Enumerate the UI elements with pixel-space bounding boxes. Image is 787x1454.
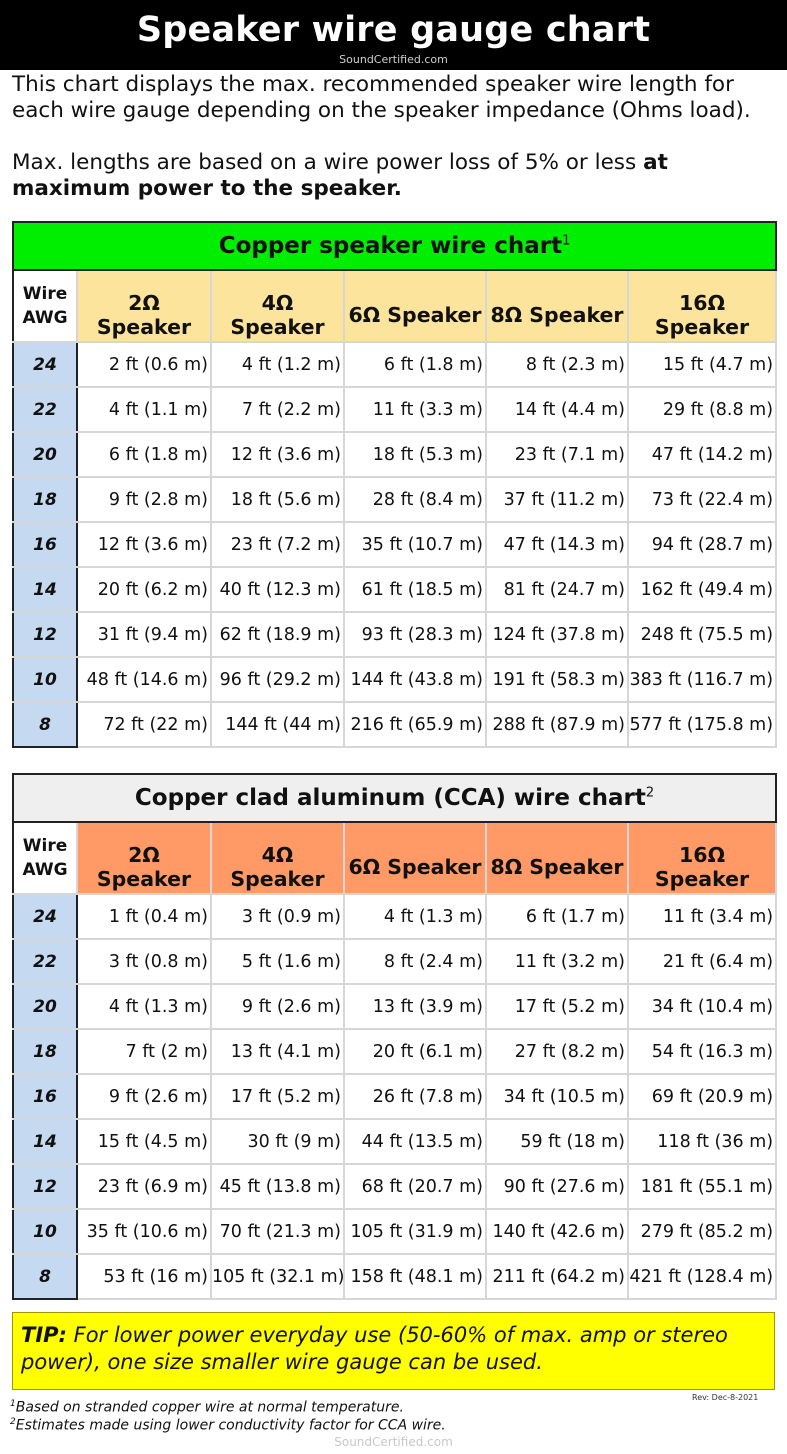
table-row — [13, 567, 776, 612]
table-cell: 105 ft (31.9 m) — [344, 1209, 486, 1254]
gauge-cell: 10 — [13, 1209, 77, 1254]
table-cell: 191 ft (58.3 m) — [486, 657, 628, 702]
table-row — [13, 387, 776, 432]
site-name: SoundCertified.com — [339, 53, 448, 66]
table-cell: 7 ft (2.2 m) — [211, 387, 344, 432]
table-cell: 4 ft (1.2 m) — [211, 342, 344, 387]
table-cell: 9 ft (2.8 m) — [77, 477, 211, 522]
table-cell: 34 ft (10.4 m) — [628, 984, 776, 1029]
table-row — [13, 432, 776, 477]
gauge-cell: 16 — [13, 1074, 77, 1119]
table-cell: 28 ft (8.4 m) — [344, 477, 486, 522]
table-cell: 21 ft (6.4 m) — [628, 939, 776, 984]
tip-text: For lower power everyday use (50-60% of max. amp or stereo power), one size smaller wire gauge can be used. — [21, 1323, 728, 1374]
table-row — [13, 702, 776, 747]
gauge-cell: 20 — [13, 984, 77, 1029]
table-cell: 90 ft (27.6 m) — [486, 1164, 628, 1209]
table-cell: 37 ft (11.2 m) — [486, 477, 628, 522]
table-cell: 20 ft (6.2 m) — [77, 567, 211, 612]
table-cell: 17 ft (5.2 m) — [211, 1074, 344, 1119]
column-header: 8Ω Speaker — [486, 822, 628, 894]
awg-header: Wire AWG — [13, 822, 77, 894]
table-cell: 2 ft (0.6 m) — [77, 342, 211, 387]
table-cell: 68 ft (20.7 m) — [344, 1164, 486, 1209]
table-row — [13, 1029, 776, 1074]
table-cell: 158 ft (48.1 m) — [344, 1254, 486, 1299]
cca-wire-table — [12, 773, 777, 1300]
table-row — [13, 939, 776, 984]
revision-date: Rev: Dec-8-2021 — [692, 1393, 759, 1402]
table-cell: 59 ft (18 m) — [486, 1119, 628, 1164]
intro-paragraph: This chart displays the max. recommended speaker wire length for each wire gauge depending on the speaker impedance (Ohms load). — [12, 72, 751, 123]
table-cell: 140 ft (42.6 m) — [486, 1209, 628, 1254]
table-cell: 279 ft (85.2 m) — [628, 1209, 776, 1254]
table-title: Copper clad aluminum (CCA) wire chart — [134, 785, 646, 811]
table-cell: 11 ft (3.4 m) — [628, 894, 776, 939]
table-cell: 26 ft (7.8 m) — [344, 1074, 486, 1119]
gauge-cell: 14 — [13, 567, 77, 612]
column-header: 4Ω Speaker — [211, 270, 344, 342]
table-cell: 73 ft (22.4 m) — [628, 477, 776, 522]
table-cell: 383 ft (116.7 m) — [628, 657, 776, 702]
copper-wire-table — [12, 221, 777, 748]
page-title: Speaker wire gauge chart — [136, 10, 651, 50]
footnote-number: 2 — [10, 1417, 16, 1427]
gauge-cell: 18 — [13, 477, 77, 522]
gauge-cell: 22 — [13, 939, 77, 984]
table-cell: 211 ft (64.2 m) — [486, 1254, 628, 1299]
table-cell: 72 ft (22 m) — [77, 702, 211, 747]
table-cell: 181 ft (55.1 m) — [628, 1164, 776, 1209]
table-cell: 35 ft (10.6 m) — [77, 1209, 211, 1254]
table-cell: 70 ft (21.3 m) — [211, 1209, 344, 1254]
table-cell: 118 ft (36 m) — [628, 1119, 776, 1164]
gauge-cell: 10 — [13, 657, 77, 702]
table-cell: 14 ft (4.4 m) — [486, 387, 628, 432]
table-cell: 23 ft (7.2 m) — [211, 522, 344, 567]
table-row — [13, 894, 776, 939]
footnote — [10, 1413, 446, 1435]
table-cell: 61 ft (18.5 m) — [344, 567, 486, 612]
table-cell: 29 ft (8.8 m) — [628, 387, 776, 432]
gauge-cell: 24 — [13, 894, 77, 939]
gauge-cell: 12 — [13, 612, 77, 657]
table-cell: 7 ft (2 m) — [77, 1029, 211, 1074]
table-cell: 8 ft (2.4 m) — [344, 939, 486, 984]
awg-header: Wire AWG — [13, 270, 77, 342]
column-header: 6Ω Speaker — [344, 822, 486, 894]
table-cell: 15 ft (4.7 m) — [628, 342, 776, 387]
table-cell: 15 ft (4.5 m) — [77, 1119, 211, 1164]
table-cell: 23 ft (7.1 m) — [486, 432, 628, 477]
column-header: 8Ω Speaker — [486, 270, 628, 342]
table-cell: 20 ft (6.1 m) — [344, 1029, 486, 1074]
watermark: SoundCertified.com — [334, 1435, 453, 1449]
table-row — [13, 1074, 776, 1119]
table-cell: 93 ft (28.3 m) — [344, 612, 486, 657]
footnote-text: Based on stranded copper wire at normal temperature. — [15, 1399, 404, 1416]
table-cell: 6 ft (1.8 m) — [77, 432, 211, 477]
table-cell: 35 ft (10.7 m) — [344, 522, 486, 567]
column-header: 16Ω Speaker — [628, 822, 776, 894]
table-cell: 288 ft (87.9 m) — [486, 702, 628, 747]
table-cell: 12 ft (3.6 m) — [211, 432, 344, 477]
table-cell: 6 ft (1.8 m) — [344, 342, 486, 387]
gauge-cell: 20 — [13, 432, 77, 477]
table-cell: 4 ft (1.1 m) — [77, 387, 211, 432]
table-cell: 248 ft (75.5 m) — [628, 612, 776, 657]
table-row — [13, 1209, 776, 1254]
table-row — [13, 1164, 776, 1209]
gauge-cell: 8 — [13, 702, 77, 747]
table-row — [13, 477, 776, 522]
table-cell: 8 ft (2.3 m) — [486, 342, 628, 387]
table-cell: 12 ft (3.6 m) — [77, 522, 211, 567]
table-cell: 9 ft (2.6 m) — [211, 984, 344, 1029]
table-cell: 3 ft (0.9 m) — [211, 894, 344, 939]
table-cell: 31 ft (9.4 m) — [77, 612, 211, 657]
table-cell: 577 ft (175.8 m) — [628, 702, 776, 747]
gauge-cell: 12 — [13, 1164, 77, 1209]
intro-text — [12, 72, 782, 202]
intro-paragraph-2 — [12, 150, 782, 202]
table-cell: 6 ft (1.7 m) — [486, 894, 628, 939]
table-cell: 124 ft (37.8 m) — [486, 612, 628, 657]
table-cell: 47 ft (14.2 m) — [628, 432, 776, 477]
table-cell: 34 ft (10.5 m) — [486, 1074, 628, 1119]
table-cell: 96 ft (29.2 m) — [211, 657, 344, 702]
table-cell: 30 ft (9 m) — [211, 1119, 344, 1164]
table-cell: 4 ft (1.3 m) — [77, 984, 211, 1029]
gauge-cell: 16 — [13, 522, 77, 567]
table-row — [13, 612, 776, 657]
page-header — [0, 0, 787, 70]
column-header: 4Ω Speaker — [211, 822, 344, 894]
table-cell: 11 ft (3.2 m) — [486, 939, 628, 984]
table-cell: 48 ft (14.6 m) — [77, 657, 211, 702]
table-cell: 81 ft (24.7 m) — [486, 567, 628, 612]
column-header: 2Ω Speaker — [77, 270, 211, 342]
table-cell: 162 ft (49.4 m) — [628, 567, 776, 612]
column-header: 2Ω Speaker — [77, 822, 211, 894]
table-cell: 17 ft (5.2 m) — [486, 984, 628, 1029]
tip-label: TIP: — [21, 1323, 67, 1347]
gauge-cell: 14 — [13, 1119, 77, 1164]
intro-lead: Max. lengths are based on a wire power loss of 5% or less — [12, 150, 644, 175]
table-row — [13, 342, 776, 387]
tip-box — [12, 1312, 775, 1390]
table-caption — [13, 222, 776, 270]
table-cell: 54 ft (16.3 m) — [628, 1029, 776, 1074]
gauge-cell: 18 — [13, 1029, 77, 1074]
intro-emphasis: at maximum power to the speaker. — [12, 150, 668, 201]
table-cell: 18 ft (5.6 m) — [211, 477, 344, 522]
table-cell: 3 ft (0.8 m) — [77, 939, 211, 984]
table-cell: 27 ft (8.2 m) — [486, 1029, 628, 1074]
table-cell: 1 ft (0.4 m) — [77, 894, 211, 939]
footnote-number: 1 — [10, 1399, 16, 1409]
table-cell: 9 ft (2.6 m) — [77, 1074, 211, 1119]
table-cell: 94 ft (28.7 m) — [628, 522, 776, 567]
table-cell: 62 ft (18.9 m) — [211, 612, 344, 657]
table-cell: 105 ft (32.1 m) — [211, 1254, 344, 1299]
table-title: Copper speaker wire chart — [218, 233, 563, 259]
table-cell: 53 ft (16 m) — [77, 1254, 211, 1299]
table-cell: 45 ft (13.8 m) — [211, 1164, 344, 1209]
table-row — [13, 1254, 776, 1299]
table-cell: 40 ft (12.3 m) — [211, 567, 344, 612]
table-cell: 5 ft (1.6 m) — [211, 939, 344, 984]
footnote-marker: 2 — [645, 785, 655, 801]
table-row — [13, 1119, 776, 1164]
table-cell: 69 ft (20.9 m) — [628, 1074, 776, 1119]
gauge-cell: 8 — [13, 1254, 77, 1299]
table-cell: 23 ft (6.9 m) — [77, 1164, 211, 1209]
gauge-cell: 22 — [13, 387, 77, 432]
table-cell: 4 ft (1.3 m) — [344, 894, 486, 939]
table-cell: 144 ft (44 m) — [211, 702, 344, 747]
table-cell: 216 ft (65.9 m) — [344, 702, 486, 747]
column-header: 16Ω Speaker — [628, 270, 776, 342]
column-header: 6Ω Speaker — [344, 270, 486, 342]
table-cell: 47 ft (14.3 m) — [486, 522, 628, 567]
table-cell: 11 ft (3.3 m) — [344, 387, 486, 432]
table-cell: 13 ft (4.1 m) — [211, 1029, 344, 1074]
footnote-marker: 1 — [562, 233, 571, 249]
footnote-text: Estimates made using lower conductivity factor for CCA wire. — [15, 1417, 446, 1434]
paragraph-gap — [12, 124, 782, 150]
table-cell: 421 ft (128.4 m) — [628, 1254, 776, 1299]
table-cell: 44 ft (13.5 m) — [344, 1119, 486, 1164]
table-caption — [13, 774, 776, 822]
table-row — [13, 984, 776, 1029]
table-cell: 13 ft (3.9 m) — [344, 984, 486, 1029]
table-cell: 18 ft (5.3 m) — [344, 432, 486, 477]
table-cell: 144 ft (43.8 m) — [344, 657, 486, 702]
table-row — [13, 522, 776, 567]
gauge-cell: 24 — [13, 342, 77, 387]
table-row — [13, 657, 776, 702]
